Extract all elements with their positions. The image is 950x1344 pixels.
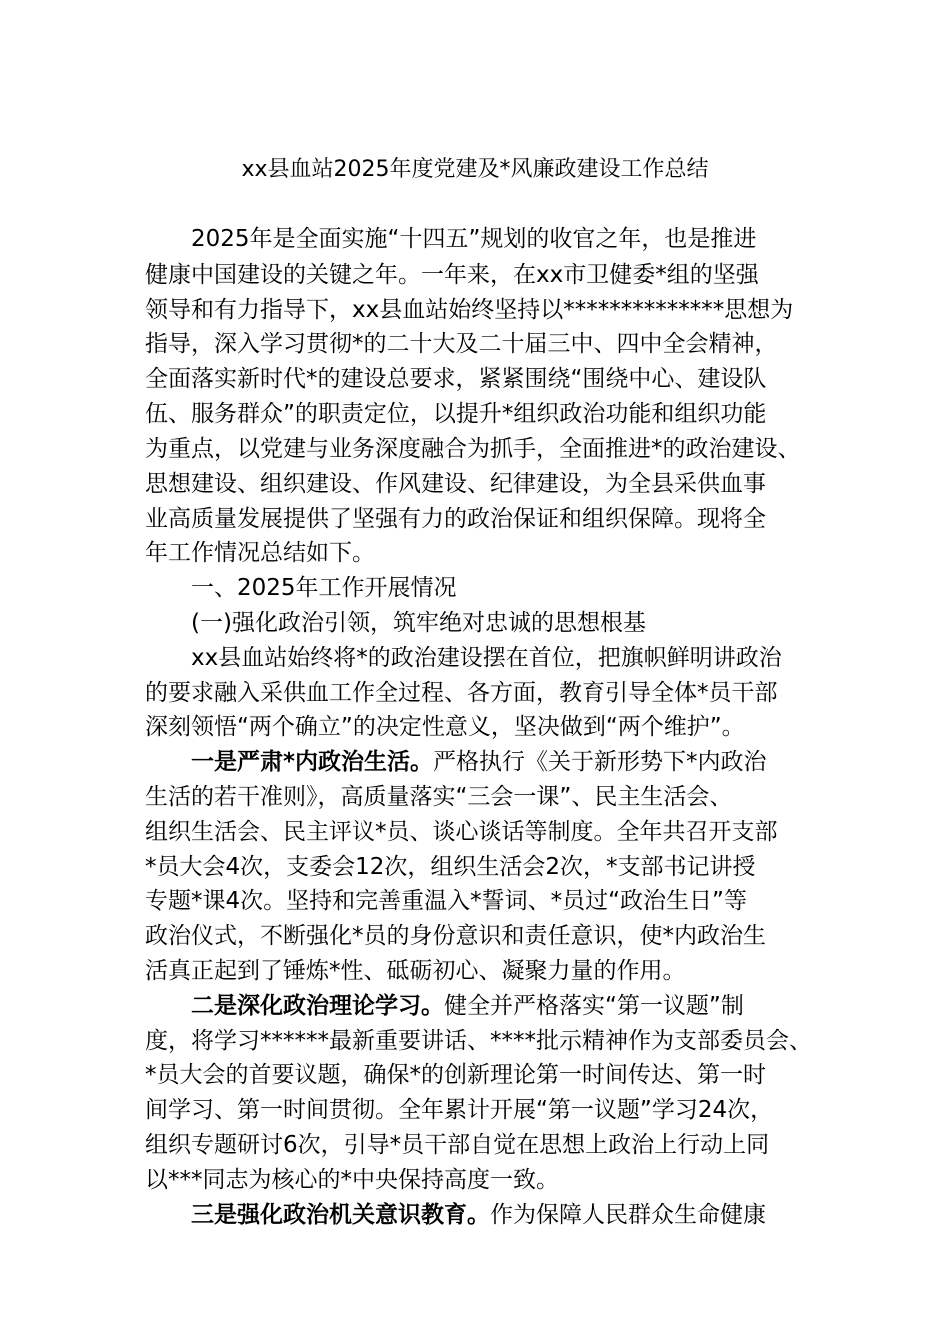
body-line-26: 间学习、第一时间贯彻。全年累计开展“第一议题”学习24次， xyxy=(145,1097,774,1123)
body-line-22: 活真正起到了锤炼*性、砥砺初心、凝聚力量的作用。 xyxy=(145,958,686,984)
document-title: xx县血站2025年度党建及*风廉政建设工作总结 xyxy=(241,157,709,182)
body-line-14: 的要求融入采供血工作全过程、各方面，教育引导全体*员干部 xyxy=(145,680,778,706)
body-line-27: 组织专题研讨6次，引导*员干部自觉在思想上政治上行动上同 xyxy=(145,1132,770,1158)
body-line-10: 年工作情况总结如下。 xyxy=(145,540,375,566)
body-line-15: 深刻领悟“两个确立”的决定性意义，坚决做到“两个维护”。 xyxy=(145,714,745,740)
body-line-28: 以***同志为核心的*中央保持高度一致。 xyxy=(145,1167,559,1193)
paragraph-2-text: 健全并严格落实“第一议题”制 xyxy=(444,993,744,1019)
body-line-19: *员大会4次，支委会12次，组织生活会2次，*支部书记讲授 xyxy=(145,854,756,880)
subsection-heading: (一)强化政治引领，筑牢绝对忠诚的思想根基 xyxy=(191,610,646,636)
body-line-20: 专题*课4次。坚持和完善重温入*誓词、*员过“政治生日”等 xyxy=(145,888,747,914)
body-line-9: 业高质量发展提供了坚强有力的政治保证和组织保障。现将全 xyxy=(145,506,766,532)
body-line-8: 思想建设、组织建设、作风建设、纪律建设，为全县采供血事 xyxy=(145,471,766,497)
body-line-13: xx县血站始终将*的政治建设摆在首位，把旗帜鲜明讲政治 xyxy=(191,645,782,671)
body-line-18: 组织生活会、民主评议*员、谈心谈话等制度。全年共召开支部 xyxy=(145,819,778,845)
paragraph-1-lead: 一是严肃*内政治生活。 xyxy=(191,749,434,775)
paragraph-1-first-line xyxy=(191,745,767,779)
paragraph-2-lead: 二是深化政治理论学习。 xyxy=(191,993,444,1019)
body-line-21: 政治仪式，不断强化*员的身份意识和责任意识，使*内政治生 xyxy=(145,923,766,949)
body-line-3: 领导和有力指导下，xx县血站始终坚持以**************思想为 xyxy=(145,297,794,323)
body-line-6: 伍、服务群众”的职责定位，以提升*组织政治功能和组织功能 xyxy=(145,401,767,427)
body-line-1: 2025年是全面实施“十四五”规划的收官之年，也是推进 xyxy=(191,226,757,252)
body-line-25: *员大会的首要议题，确保*的创新理论第一时间传达、第一时 xyxy=(145,1062,766,1088)
paragraph-3-first-line xyxy=(191,1198,766,1232)
section-heading: 一、2025年工作开展情况 xyxy=(191,575,457,601)
body-line-17: 生活的若干准则》，高质量落实“三会一课”、民主生活会、 xyxy=(145,784,733,810)
body-line-4: 指导，深入学习贯彻*的二十大及二十届三中、四中全会精神， xyxy=(145,331,778,357)
paragraph-1-text: 严格执行《关于新形势下*内政治 xyxy=(433,749,767,775)
body-line-24: 度，将学习******最新重要讲话、****批示精神作为支部委员会、 xyxy=(145,1028,812,1054)
paragraph-2-first-line xyxy=(191,989,744,1023)
body-line-7: 为重点，以党建与业务深度融合为抓手，全面推进*的政治建设、 xyxy=(145,436,801,462)
paragraph-3-text: 作为保障人民群众生命健康 xyxy=(490,1202,766,1228)
body-line-5: 全面落实新时代*的建设总要求，紧紧围绕“围绕中心、建设队 xyxy=(145,366,767,392)
paragraph-3-lead: 三是强化政治机关意识教育。 xyxy=(191,1202,490,1228)
body-line-2: 健康中国建设的关键之年。一年来，在xx市卫健委*组的坚强 xyxy=(145,262,759,288)
